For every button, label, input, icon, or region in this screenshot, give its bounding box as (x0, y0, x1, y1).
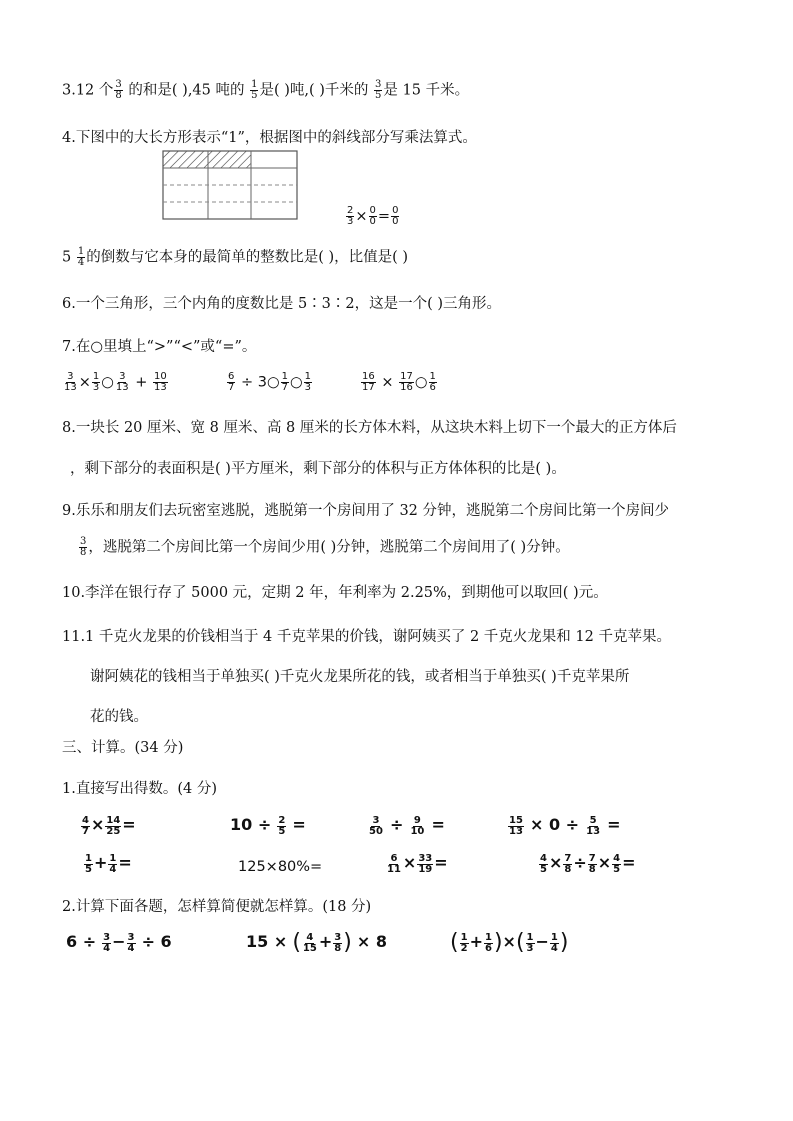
fraction (250, 80, 258, 101)
fraction (484, 933, 493, 954)
numerator: 3 (67, 371, 74, 382)
fraction (108, 854, 117, 875)
fraction (409, 816, 425, 837)
fraction (429, 372, 437, 393)
numerator: 1 (460, 931, 468, 943)
fraction (115, 372, 130, 393)
denominator: 50 (369, 825, 383, 837)
fraction (84, 854, 93, 875)
numerator: 1 (281, 371, 288, 382)
fraction (153, 372, 168, 393)
section-3-title: 三、计算。(34 分) (62, 740, 184, 756)
numerator: 6 (228, 371, 235, 382)
question-7: 7.在○里填上“>”“<”或“=”。 (62, 339, 257, 355)
numerator: 7 (564, 852, 572, 864)
denominator: 0 (369, 216, 376, 227)
question-11-line-2: 谢阿姨花的钱相当于单独买( )千克火龙果所花的钱，或者相当于单独买( )千克苹果所 (90, 669, 630, 685)
denominator: 3 (347, 216, 354, 227)
compare-circle[interactable]: ÷ 3○ (240, 374, 280, 391)
fraction (612, 854, 621, 875)
numerator: 1 (550, 931, 558, 943)
q4-equation: $\frac{2}{3}$ × $\frac{0}{0}$ = $\frac{0}{0}$ (347, 205, 399, 227)
denominator: 4 (550, 942, 558, 954)
fraction (281, 372, 289, 393)
question-11-line-1: 11.1 千克火龙果的价钱相当于 4 千克苹果的价钱，谢阿姨买了 2 千克火龙果和 12 千克苹果。 (62, 629, 671, 645)
denominator: 13 (115, 382, 129, 393)
p2-item-a: 6 ÷ $\frac{3}{4}$ − $\frac{3}{4}$ ÷ 6 (66, 931, 172, 954)
fraction (79, 537, 87, 558)
part-2-title: 2.计算下面各题，怎样算简便就怎样算。(18 分) (62, 899, 372, 915)
numerator: 10 (154, 371, 167, 382)
fraction (391, 206, 399, 227)
p1-item-h: $\frac{4}{5}$ × $\frac{7}{8}$ ÷ $\frac{7}{8}$ × $\frac{4}{5}$ = (540, 852, 636, 875)
question-5: 5 $\frac{1}{4}$ 的倒数与它本身的最简单的整数比是( )，比值是( ) (62, 246, 409, 268)
denominator: 8 (334, 942, 342, 954)
denominator: 3 (526, 942, 534, 954)
denominator: 2 (460, 942, 468, 954)
fraction (374, 80, 382, 101)
part-1-title: 1.直接写出得数。(4 分) (62, 781, 217, 797)
fraction (369, 206, 377, 227)
numerator: 3 (119, 371, 126, 382)
denominator: 5 (375, 90, 382, 101)
numerator: 5 (589, 814, 597, 826)
numerator: 14 (106, 814, 121, 826)
numerator: 1 (429, 371, 436, 382)
numerator: 1 (251, 79, 258, 90)
numerator: 4 (306, 931, 314, 943)
p1-item-g: $\frac{6}{11}$ × $\frac{33}{19}$ = (387, 852, 448, 875)
denominator: 4 (109, 863, 117, 875)
fraction (333, 933, 342, 954)
fraction (368, 816, 384, 837)
p2-item-b: 15 × ( $\frac{4}{15}$ + $\frac{3}{8}$ ) × 8 (246, 930, 387, 955)
fraction (361, 372, 376, 393)
numerator: 4 (82, 814, 89, 826)
denominator: 5 (251, 90, 258, 101)
numerator: 3 (80, 536, 87, 547)
denominator: 6 (484, 942, 492, 954)
fraction (92, 372, 100, 393)
fraction (417, 854, 433, 875)
fraction (346, 206, 354, 227)
denominator: 5 (540, 863, 547, 875)
numerator: 15 (509, 814, 523, 826)
fraction (63, 372, 78, 393)
question-3: 3.12 个 $\frac{3}{8}$ 的和是( ),45 吨的 $\frac{1}{5}$ 是( )吨,( )千米的 $\frac{3}{5}$ 是 15 千米。 (62, 79, 470, 101)
numerator: 7 (588, 852, 596, 864)
numerator: 1 (77, 246, 85, 257)
fraction (105, 816, 121, 837)
p1-item-c: $\frac{3}{50}$ ÷ $\frac{9}{10}$ = (369, 814, 445, 837)
question-8-line-1: 8.一块长 20 厘米、宽 8 厘米、高 8 厘米的长方体木料，从这块木料上切下一个最大的正方体后 (62, 420, 677, 436)
denominator: 10 (410, 825, 425, 837)
question-10: 10.李洋在银行存了 5000 元，定期 2 年，年利率为 2.25%，到期他可以取回( )元。 (62, 585, 608, 601)
q7-expression-2 (226, 372, 313, 393)
denominator: 13 (154, 382, 167, 393)
numerator: 2 (278, 814, 286, 826)
fraction (302, 933, 318, 954)
fraction (227, 372, 235, 393)
numerator: 16 (362, 371, 375, 382)
numerator: 4 (540, 852, 547, 864)
p1-item-d: $\frac{15}{13}$ × 0 ÷ $\frac{5}{13}$ = (509, 814, 621, 837)
p2-item-c: ( $\frac{1}{2}$ + $\frac{1}{6}$ )×( $\frac{1}{3}$ − $\frac{1}{4}$ ) (450, 930, 569, 955)
numerator: 1 (109, 852, 117, 864)
hatched-region (163, 151, 251, 168)
p1-item-b: 10 ÷ $\frac{2}{5}$ = (230, 814, 306, 837)
fraction (585, 816, 601, 837)
fraction (539, 854, 548, 875)
fraction (550, 933, 559, 954)
numerator: 0 (392, 205, 399, 216)
fraction (563, 854, 572, 875)
denominator: 5 (85, 863, 92, 875)
fraction (399, 372, 414, 393)
numerator: 3 (127, 931, 135, 943)
compare-circle[interactable]: ○ (101, 374, 114, 391)
numerator: 33 (418, 852, 433, 864)
p1-item-f: 125×80%= (238, 859, 323, 875)
numerator: 3 (334, 931, 342, 943)
p1-item-a: $\frac{4}{7}$ × $\frac{14}{25}$ = (82, 814, 136, 837)
p1-item-e: $\frac{1}{5}$ + $\frac{1}{4}$ = (85, 852, 132, 875)
fraction (102, 933, 111, 954)
numerator: 1 (484, 931, 492, 943)
denominator: 7 (281, 382, 288, 393)
denominator: 6 (429, 382, 436, 393)
numerator: 4 (613, 852, 621, 864)
denominator: 19 (418, 863, 433, 875)
rectangle-diagram (162, 150, 302, 222)
denominator: 5 (278, 825, 286, 837)
question-9-line-1: 9.乐乐和朋友们去玩密室逃脱，逃脱第一个房间用了 32 分钟，逃脱第二个房间比第一个房间少 (62, 503, 669, 519)
numerator: 2 (347, 205, 354, 216)
fraction (386, 854, 402, 875)
question-4: 4.下图中的大长方形表示“1”，根据图中的斜线部分写乘法算式。 (62, 130, 477, 146)
fraction (460, 933, 469, 954)
denominator: 17 (362, 382, 375, 393)
denominator: 13 (509, 825, 523, 837)
denominator: 13 (64, 382, 77, 393)
fraction (588, 854, 597, 875)
denominator: 7 (228, 382, 235, 393)
q7-expression-1: $\frac{3}{13}$ × $\frac{1}{3}$ ○ $\frac{3}{13}$ + $\frac{10}{13}$ (64, 371, 167, 393)
denominator: 4 (103, 942, 111, 954)
compare-circle[interactable]: ○ (290, 374, 303, 391)
denominator: 25 (106, 825, 121, 837)
denominator: 0 (392, 216, 399, 227)
denominator: 11 (387, 863, 401, 875)
denominator: 8 (564, 863, 572, 875)
question-8-line-2: ，剩下部分的表面积是( )平方厘米，剩下部分的体积与正方体体积的比是( )。 (70, 461, 566, 477)
denominator: 8 (588, 863, 596, 875)
numerator: 3 (372, 814, 380, 826)
numerator: 6 (390, 852, 398, 864)
denominator: 15 (302, 942, 317, 954)
numerator: 3 (375, 79, 382, 90)
numerator: 1 (304, 371, 312, 382)
question-6: 6.一个三角形，三个内角的度数比是 5∶3∶2，这是一个( )三角形。 (62, 296, 502, 312)
fraction (81, 816, 90, 837)
denominator: 4 (77, 257, 85, 268)
denominator: 16 (400, 382, 413, 393)
denominator: 8 (115, 90, 122, 101)
numerator: 0 (369, 205, 376, 216)
question-11-line-3: 花的钱。 (90, 709, 148, 725)
fraction (304, 372, 312, 393)
question-9-line-2: $\frac{3}{8}$ ，逃脱第二个房间比第一个房间少用( )分钟，逃脱第二个房间用了( )分钟。 (80, 536, 570, 558)
fraction (508, 816, 524, 837)
numerator: 1 (92, 371, 100, 382)
denominator: 13 (586, 825, 601, 837)
denominator: 8 (80, 547, 87, 558)
fraction (526, 933, 535, 954)
denominator: 3 (304, 382, 312, 393)
fraction (77, 247, 85, 268)
fraction (114, 80, 122, 101)
fraction (127, 933, 136, 954)
q7-expression-3: $\frac{16}{17}$ × $\frac{17}{16}$ ○ $\frac{1}{6}$ (362, 371, 436, 393)
numerator: 3 (115, 79, 122, 90)
numerator: 17 (400, 371, 413, 382)
numerator: 3 (103, 931, 111, 943)
denominator: 4 (127, 942, 135, 954)
fraction (277, 816, 286, 837)
numerator: 1 (526, 931, 534, 943)
denominator: 3 (92, 382, 100, 393)
numerator: 1 (85, 852, 92, 864)
denominator: 5 (613, 863, 621, 875)
compare-circle[interactable]: ○ (414, 374, 428, 391)
numerator: 9 (413, 814, 421, 826)
denominator: 7 (82, 825, 89, 837)
